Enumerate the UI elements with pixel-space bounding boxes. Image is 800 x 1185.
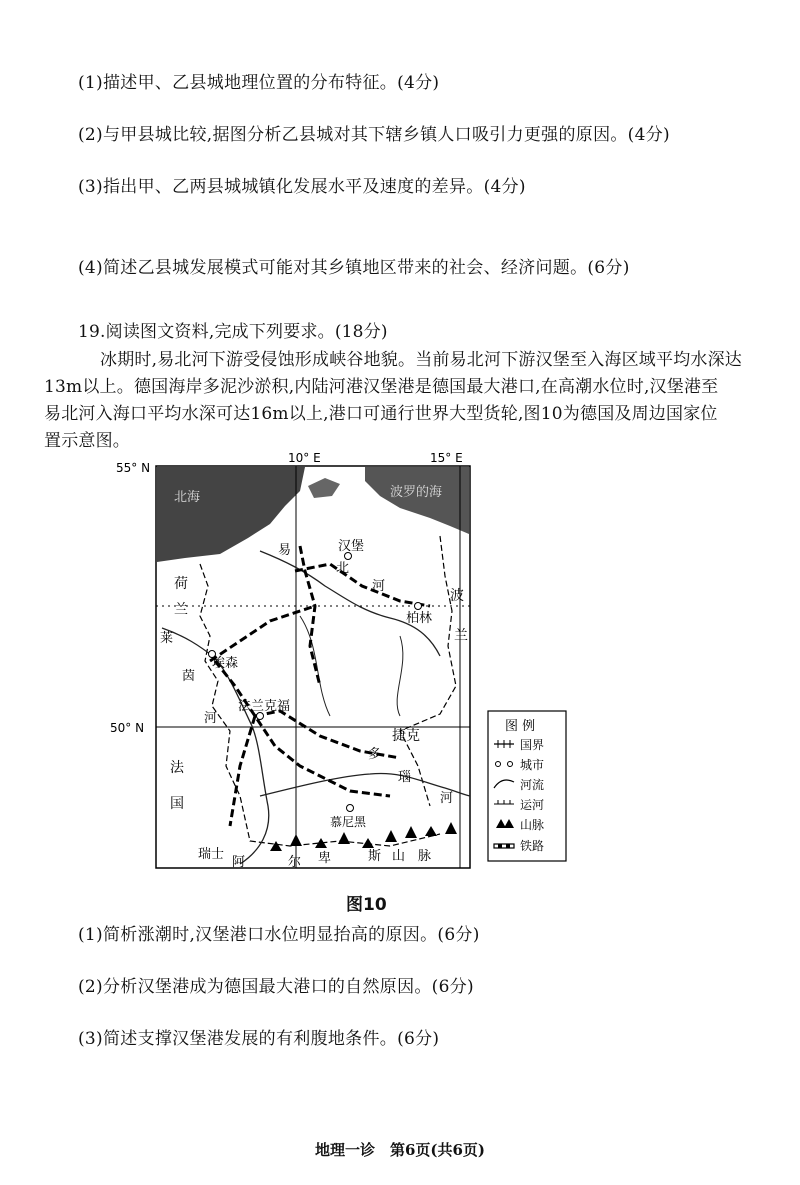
sea-north-label: 北海 <box>174 490 201 505</box>
country-czech: 捷克 <box>392 728 420 744</box>
page-footer: 地理一诊 第6页(共6页) <box>314 1141 486 1159</box>
river-rhine-3: 河 <box>204 711 218 726</box>
question-3: (3)指出甲、乙两县城城镇化发展水平及速度的差异。(4分) <box>78 177 526 197</box>
legend-item-city: 城市 <box>520 758 545 772</box>
river-rhine-1: 莱 <box>160 631 174 646</box>
alps-label-4: 斯 <box>368 849 382 864</box>
q19-text-line-2: 13m以上。德国海岸多泥沙淤积,内陆河港汉堡港是德国最大港口,在高潮水位时,汉堡港至 <box>44 377 719 397</box>
river-rhine-2: 茵 <box>182 669 196 684</box>
question-1: (1)描述甲、乙县城地理位置的分布特征。(4分) <box>78 73 440 93</box>
q19-sub-3: (3)简述支撑汉堡港发展的有利腹地条件。(6分) <box>78 1029 440 1049</box>
question-2: (2)与甲县城比较,据图分析乙县城对其下辖乡镇人口吸引力更强的原因。(4分) <box>78 125 670 145</box>
lat-50-label: 50° N <box>110 721 145 735</box>
sea-baltic-label: 波罗的海 <box>390 485 443 500</box>
city-frankfurt: 法兰克福 <box>238 699 291 714</box>
germany-map <box>100 446 590 876</box>
country-swiss: 瑞士 <box>198 847 225 862</box>
legend-item-mountain: 山脉 <box>520 818 545 832</box>
legend-title: 图 例 <box>505 719 536 734</box>
alps-label-6: 脉 <box>418 849 432 864</box>
map-legend <box>488 711 566 861</box>
river-danube-2: 瑙 <box>398 770 412 785</box>
river-elbe-2: 北 <box>336 561 350 576</box>
legend-railway-symbol <box>494 844 514 848</box>
q19-text-line-1: 冰期时,易北河下游受侵蚀形成峡谷地貌。当前易北河下游汉堡至入海区域平均水深达 <box>100 350 743 370</box>
city-hamburg: 汉堡 <box>338 539 365 554</box>
river-danube-1: 多 <box>368 747 382 762</box>
figure-caption: 图10 <box>346 895 387 915</box>
river-danube-3: 河 <box>440 791 454 806</box>
country-netherlands-2: 兰 <box>174 602 188 618</box>
lon-10-label: 10° E <box>288 451 321 465</box>
city-berlin: 柏林 <box>406 611 433 626</box>
legend-item-border: 国界 <box>520 738 545 752</box>
alps-label-5: 山 <box>392 849 406 864</box>
munich-dot <box>347 805 354 812</box>
legend-item-railway: 铁路 <box>520 839 545 853</box>
question-19-heading: 19.阅读图文资料,完成下列要求。(18分) <box>78 322 388 342</box>
alps-label-3: 卑 <box>318 851 332 866</box>
alps-label-1: 阿 <box>232 855 246 870</box>
city-munich: 慕尼黑 <box>330 815 367 829</box>
country-poland-1: 波 <box>450 588 464 604</box>
country-france-1: 法 <box>170 760 184 776</box>
legend-item-canal: 运河 <box>520 798 545 812</box>
question-4: (4)简述乙县城发展模式可能对其乡镇地区带来的社会、经济问题。(6分) <box>78 258 630 278</box>
country-poland-2: 兰 <box>454 628 468 644</box>
lon-15-label: 15° E <box>430 451 463 465</box>
q19-sub-2: (2)分析汉堡港成为德国最大港口的自然原因。(6分) <box>78 977 474 997</box>
river-elbe-1: 易 <box>278 543 292 558</box>
country-netherlands-1: 荷 <box>174 576 188 592</box>
q19-text-line-3: 易北河入海口平均水深可达16m以上,港口可通行世界大型货轮,图10为德国及周边国家位 <box>44 404 718 424</box>
berlin-dot <box>415 603 422 610</box>
lat-55-label: 55° N <box>116 461 151 475</box>
river-elbe-3: 河 <box>372 579 386 594</box>
city-essen: 埃森 <box>212 656 239 671</box>
country-france-2: 国 <box>170 796 184 812</box>
alps-label-2: 尔 <box>288 855 302 870</box>
q19-text-line-4: 置示意图。 <box>44 431 130 451</box>
legend-item-river: 河流 <box>520 778 545 792</box>
q19-sub-1: (1)简析涨潮时,汉堡港口水位明显抬高的原因。(6分) <box>78 925 480 945</box>
